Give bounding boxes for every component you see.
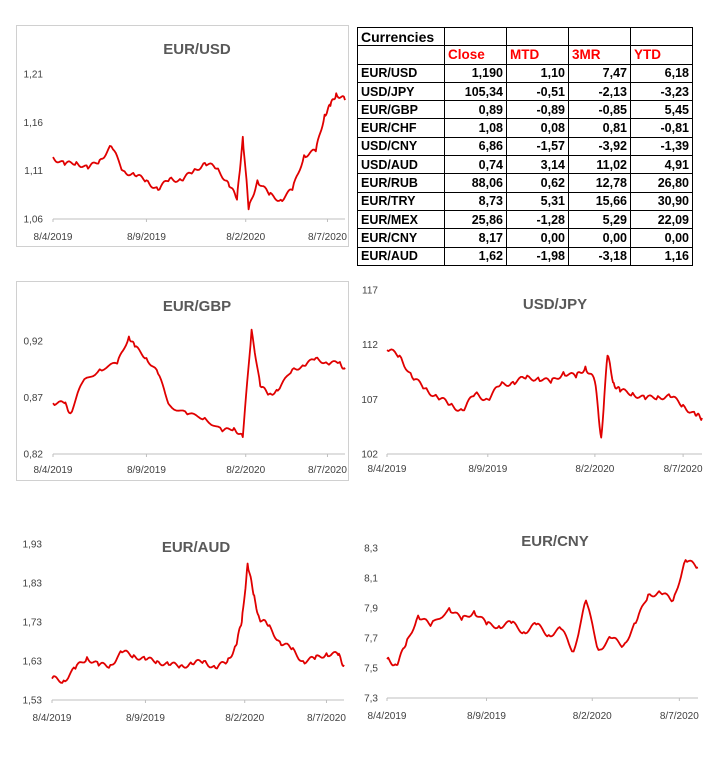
usdjpy-x-tick-label: 8/2/2020 xyxy=(575,464,615,475)
mtd-cell: 0,08 xyxy=(507,119,569,137)
euraud-y-tick-label: 1,83 xyxy=(22,578,42,590)
eurcny-series-line xyxy=(387,560,698,665)
eurgbp-x-tick-label: 8/2/2020 xyxy=(226,465,266,476)
close-cell: 8,73 xyxy=(445,192,507,210)
mtd-cell: -1,28 xyxy=(507,210,569,228)
eurusd-y-tick-label: 1,16 xyxy=(23,117,43,129)
close-cell: 6,86 xyxy=(445,137,507,155)
chart-panel-euraud xyxy=(16,522,349,732)
table-header-blank xyxy=(358,46,445,64)
r3m-cell: 11,02 xyxy=(569,156,631,174)
r3m-cell: -3,18 xyxy=(569,247,631,265)
usdjpy-y-tick-label: 102 xyxy=(361,449,378,461)
table-title-spacer xyxy=(569,28,631,46)
eurcny-x-tick-label: 8/9/2019 xyxy=(467,711,506,722)
ytd-cell: 22,09 xyxy=(631,210,693,228)
eurgbp-chart xyxy=(17,282,350,482)
pair-cell: USD/JPY xyxy=(358,82,445,100)
usdjpy-series-line xyxy=(387,349,702,437)
eurcny-y-tick-label: 7,5 xyxy=(364,663,378,675)
ytd-cell: 1,16 xyxy=(631,247,693,265)
currencies-table-body xyxy=(358,28,693,266)
eurusd-x-tick-label: 8/4/2019 xyxy=(33,232,73,243)
pair-cell: EUR/TRY xyxy=(358,192,445,210)
column-header-ytd: YTD xyxy=(631,46,693,64)
pair-cell: USD/AUD xyxy=(358,156,445,174)
eurgbp-y-tick-label: 0,87 xyxy=(23,393,43,404)
close-cell: 8,17 xyxy=(445,229,507,247)
table-row xyxy=(358,119,693,137)
ytd-cell: -0,81 xyxy=(631,119,693,137)
eurcny-y-tick-label: 8,3 xyxy=(364,543,378,555)
mtd-cell: 0,62 xyxy=(507,174,569,192)
mtd-cell: -1,98 xyxy=(507,247,569,265)
r3m-cell: 15,66 xyxy=(569,192,631,210)
eurusd-x-tick-label: 8/9/2019 xyxy=(126,232,166,243)
eurcny-y-tick-label: 8,1 xyxy=(364,573,378,585)
table-row xyxy=(358,64,693,82)
table-row xyxy=(358,174,693,192)
ytd-cell: 4,91 xyxy=(631,156,693,174)
eurgbp-y-tick-label: 0,92 xyxy=(23,336,43,348)
table-title: Currencies xyxy=(358,28,445,46)
usdjpy-x-tick-label: 8/4/2019 xyxy=(367,464,407,475)
table-row xyxy=(358,137,693,155)
table-header-row xyxy=(358,46,693,64)
euraud-series-line xyxy=(52,564,344,683)
mtd-cell: -0,51 xyxy=(507,82,569,100)
ytd-cell: 26,80 xyxy=(631,174,693,192)
euraud-chart-title: EUR/AUD xyxy=(161,539,231,556)
euraud-y-tick-label: 1,93 xyxy=(22,539,42,551)
mtd-cell: 0,00 xyxy=(507,229,569,247)
table-title-row xyxy=(358,28,693,46)
close-cell: 1,62 xyxy=(445,247,507,265)
eurcny-y-tick-label: 7,3 xyxy=(364,693,378,705)
ytd-cell: 0,00 xyxy=(631,229,693,247)
chart-panel-eurusd xyxy=(16,25,349,247)
mtd-cell: -1,57 xyxy=(507,137,569,155)
eurgbp-x-tick-label: 8/4/2019 xyxy=(33,465,73,476)
euraud-x-tick-label: 8/2/2020 xyxy=(225,713,265,724)
euraud-y-tick-label: 1,73 xyxy=(22,617,42,629)
r3m-cell: -0,85 xyxy=(569,101,631,119)
eurusd-y-tick-label: 1,06 xyxy=(23,214,43,226)
pair-cell: EUR/CNY xyxy=(358,229,445,247)
r3m-cell: -2,13 xyxy=(569,82,631,100)
eurcny-x-tick-label: 8/4/2019 xyxy=(367,711,407,722)
table-row xyxy=(358,229,693,247)
eurgbp-x-tick-label: 8/9/2019 xyxy=(126,465,166,476)
eurcny-chart xyxy=(357,522,707,732)
eurusd-x-tick-label: 8/7/2020 xyxy=(308,232,347,243)
chart-panel-usdjpy xyxy=(357,281,707,481)
usdjpy-x-tick-label: 8/7/2020 xyxy=(663,464,703,475)
euraud-y-tick-label: 1,63 xyxy=(22,656,42,668)
euraud-x-tick-label: 8/7/2020 xyxy=(307,713,346,724)
r3m-cell: 5,29 xyxy=(569,210,631,228)
pair-cell: USD/CNY xyxy=(358,137,445,155)
mtd-cell: 1,10 xyxy=(507,64,569,82)
column-header-3mr: 3MR xyxy=(569,46,631,64)
eurgbp-chart-title: EUR/GBP xyxy=(162,298,232,315)
close-cell: 0,74 xyxy=(445,156,507,174)
r3m-cell: 0,81 xyxy=(569,119,631,137)
mtd-cell: 3,14 xyxy=(507,156,569,174)
eurcny-x-tick-label: 8/2/2020 xyxy=(572,711,612,722)
ytd-cell: 6,18 xyxy=(631,64,693,82)
chart-panel-eurcny xyxy=(357,522,707,732)
euraud-y-tick-label: 1,53 xyxy=(22,695,42,707)
eurusd-chart xyxy=(17,26,350,248)
currencies-table xyxy=(357,27,693,266)
usdjpy-y-tick-label: 112 xyxy=(362,340,378,352)
eurusd-series-line xyxy=(53,93,345,209)
eurusd-y-tick-label: 1,21 xyxy=(23,69,43,81)
usdjpy-y-tick-label: 107 xyxy=(361,394,378,406)
mtd-cell: -0,89 xyxy=(507,101,569,119)
column-header-close: Close xyxy=(445,46,507,64)
eurcny-y-tick-label: 7,7 xyxy=(364,633,378,645)
r3m-cell: 0,00 xyxy=(569,229,631,247)
chart-panel-eurgbp xyxy=(16,281,349,481)
close-cell: 0,89 xyxy=(445,101,507,119)
column-header-mtd: MTD xyxy=(507,46,569,64)
r3m-cell: -3,92 xyxy=(569,137,631,155)
usdjpy-x-tick-label: 8/9/2019 xyxy=(468,464,508,475)
table-row xyxy=(358,156,693,174)
table-row xyxy=(358,247,693,265)
eurgbp-x-tick-label: 8/7/2020 xyxy=(308,465,347,476)
close-cell: 25,86 xyxy=(445,210,507,228)
ytd-cell: -3,23 xyxy=(631,82,693,100)
eurusd-y-tick-label: 1,11 xyxy=(24,166,43,178)
pair-cell: EUR/CHF xyxy=(358,119,445,137)
eurgbp-series-line xyxy=(53,330,345,437)
r3m-cell: 12,78 xyxy=(569,174,631,192)
eurusd-chart-title: EUR/USD xyxy=(163,41,231,58)
table-title-spacer xyxy=(445,28,507,46)
usdjpy-chart-title: USD/JPY xyxy=(522,296,588,313)
eurcny-y-tick-label: 7,9 xyxy=(364,603,378,615)
euraud-chart xyxy=(16,522,349,732)
pair-cell: EUR/USD xyxy=(358,64,445,82)
eurcny-chart-title: EUR/CNY xyxy=(521,533,589,550)
mtd-cell: 5,31 xyxy=(507,192,569,210)
table-title-spacer xyxy=(507,28,569,46)
close-cell: 105,34 xyxy=(445,82,507,100)
table-title-spacer xyxy=(631,28,693,46)
usdjpy-chart xyxy=(357,281,707,481)
table-row xyxy=(358,101,693,119)
close-cell: 1,08 xyxy=(445,119,507,137)
ytd-cell: 30,90 xyxy=(631,192,693,210)
usdjpy-y-tick-label: 117 xyxy=(362,285,378,297)
close-cell: 1,190 xyxy=(445,64,507,82)
table-row xyxy=(358,192,693,210)
pair-cell: EUR/MEX xyxy=(358,210,445,228)
table-row xyxy=(358,82,693,100)
eurgbp-y-tick-label: 0,82 xyxy=(23,449,43,461)
euraud-x-tick-label: 8/4/2019 xyxy=(32,713,72,724)
ytd-cell: 5,45 xyxy=(631,101,693,119)
eurcny-x-tick-label: 8/7/2020 xyxy=(659,711,699,722)
close-cell: 88,06 xyxy=(445,174,507,192)
pair-cell: EUR/AUD xyxy=(358,247,445,265)
table-row xyxy=(358,210,693,228)
eurusd-x-tick-label: 8/2/2020 xyxy=(226,232,266,243)
pair-cell: EUR/RUB xyxy=(358,174,445,192)
euraud-x-tick-label: 8/9/2019 xyxy=(125,713,165,724)
r3m-cell: 7,47 xyxy=(569,64,631,82)
ytd-cell: -1,39 xyxy=(631,137,693,155)
pair-cell: EUR/GBP xyxy=(358,101,445,119)
